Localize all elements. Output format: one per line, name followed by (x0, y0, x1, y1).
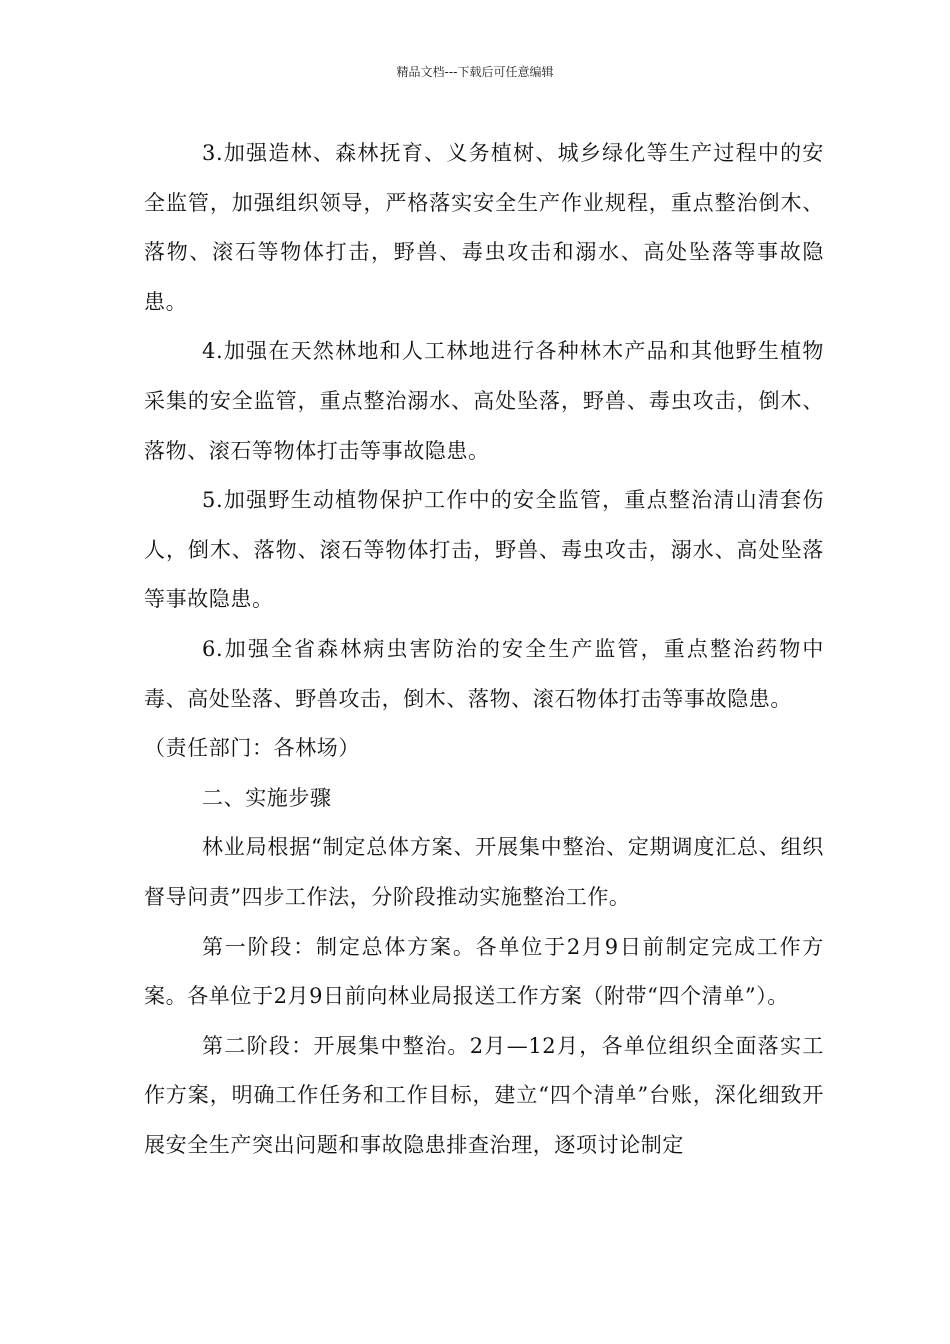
paragraph-overview: 林业局根据“制定总体方案、开展集中整治、定期调度汇总、组织督导问责”四步工作法，分阶段推动实施整治工作。 (144, 835, 824, 909)
section-heading: 二、实施步骤 (202, 785, 332, 810)
responsibility-note: （责任部门：各林场） (144, 736, 360, 761)
page-header: 精品文档---下载后可任意编辑 (396, 65, 554, 79)
paragraph-stage-1: 第一阶段：制定总体方案。各单位于2月9日前制定完成工作方案。各单位于2月9日前向林业局报送工作方案（附带“四个清单”）。 (144, 934, 824, 1009)
paragraph-item-3: 3.加强造林、森林抚育、义务植树、城乡绿化等生产过程中的安全监管，加强组织领导，严格落实安全生产作业规程，重点整治倒木、落物、滚石等物体打击，野兽、毒虫攻击和溺水、高处坠落等事故隐患。 (144, 141, 824, 314)
paragraph-stage-2: 第二阶段：开展集中整治。2月—12月，各单位组织全面落实工作方案，明确工作任务和工作目标，建立“四个清单”台账，深化细致开展安全生产突出问题和事故隐患排查治理，逐项讨论制定 (144, 1033, 824, 1157)
paragraph-item-5: 5.加强野生动植物保护工作中的安全监管，重点整治清山清套伤人，倒木、落物、滚石等物体打击，野兽、毒虫攻击，溺水、高处坠落等事故隐患。 (144, 488, 824, 612)
paragraph-item-6: 6.加强全省森林病虫害防治的安全生产监管，重点整治药物中毒、高处坠落、野兽攻击，倒木、落物、滚石物体打击等事故隐患。 (144, 636, 824, 711)
paragraph-item-4: 4.加强在天然林地和人工林地进行各种林木产品和其他野生植物采集的安全监管，重点整治溺水、高处坠落，野兽、毒虫攻击，倒木、落物、滚石等物体打击等事故隐患。 (144, 339, 824, 463)
document-body (144, 129, 824, 1170)
